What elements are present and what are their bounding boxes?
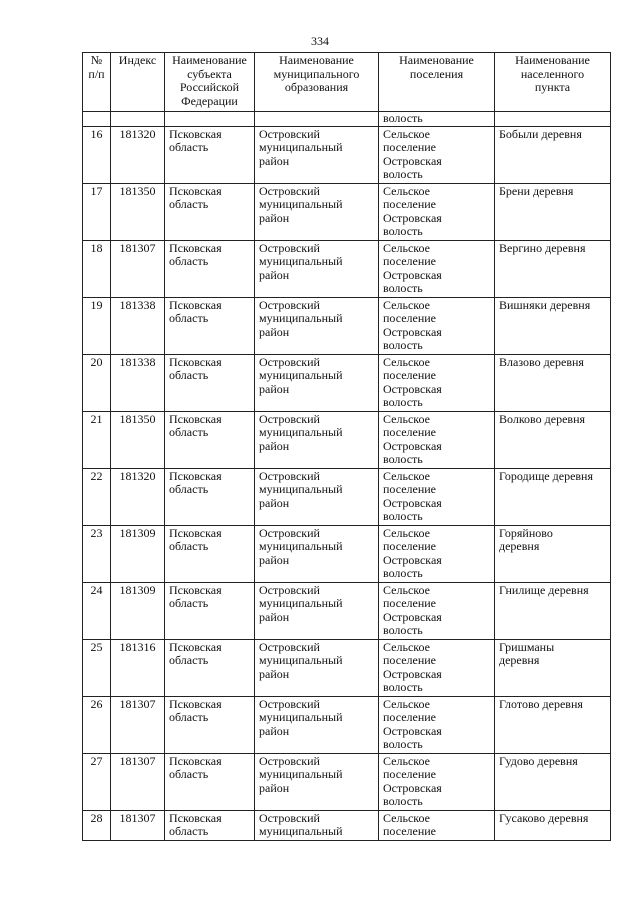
table-row [83, 354, 611, 411]
cell-number: 26 [83, 696, 111, 753]
table-cell [165, 112, 255, 127]
cell-subject: Псковская область [165, 354, 255, 411]
cell-settlement: Сельское поселение Островская волость [379, 525, 495, 582]
cell-subject: Псковская область [165, 297, 255, 354]
cell-subject: Псковская область [165, 810, 255, 840]
cell-municipality: Островский муниципальный район [255, 525, 379, 582]
table-row [83, 810, 611, 840]
cell-municipality: Островский муниципальный [255, 810, 379, 840]
cell-subject: Псковская область [165, 582, 255, 639]
cell-index: 181350 [111, 411, 165, 468]
table-row [83, 468, 611, 525]
cell-index: 181320 [111, 468, 165, 525]
table-cell [111, 112, 165, 127]
cell-locality: Гудово деревня [495, 753, 611, 810]
table-cell [255, 112, 379, 127]
cell-locality: Гусаково деревня [495, 810, 611, 840]
cell-settlement: Сельское поселение [379, 810, 495, 840]
table-cell: волость [379, 112, 495, 127]
cell-settlement: Сельское поселение Островская волость [379, 411, 495, 468]
header-number: № п/п [83, 53, 111, 112]
cell-subject: Псковская область [165, 639, 255, 696]
cell-number: 25 [83, 639, 111, 696]
cell-settlement: Сельское поселение Островская волость [379, 126, 495, 183]
cell-index: 181307 [111, 810, 165, 840]
header-settlement: Наименование поселения [379, 53, 495, 112]
cell-subject: Псковская область [165, 696, 255, 753]
table-row [83, 525, 611, 582]
cell-settlement: Сельское поселение Островская волость [379, 240, 495, 297]
cell-number: 21 [83, 411, 111, 468]
table-cell [83, 112, 111, 127]
cell-subject: Псковская область [165, 411, 255, 468]
table-row [83, 753, 611, 810]
cell-subject: Псковская область [165, 753, 255, 810]
cell-municipality: Островский муниципальный район [255, 297, 379, 354]
cell-index: 181350 [111, 183, 165, 240]
cell-municipality: Островский муниципальный район [255, 696, 379, 753]
table-cell [495, 112, 611, 127]
cell-number: 22 [83, 468, 111, 525]
cell-municipality: Островский муниципальный район [255, 240, 379, 297]
continuation-row [83, 112, 611, 127]
table-row [83, 297, 611, 354]
cell-locality: Горяйново деревня [495, 525, 611, 582]
cell-settlement: Сельское поселение Островская волость [379, 468, 495, 525]
cell-number: 20 [83, 354, 111, 411]
cell-municipality: Островский муниципальный район [255, 639, 379, 696]
cell-municipality: Островский муниципальный район [255, 354, 379, 411]
cell-index: 181309 [111, 582, 165, 639]
cell-index: 181338 [111, 297, 165, 354]
cell-number: 18 [83, 240, 111, 297]
cell-settlement: Сельское поселение Островская волость [379, 354, 495, 411]
cell-settlement: Сельское поселение Островская волость [379, 753, 495, 810]
cell-number: 16 [83, 126, 111, 183]
cell-number: 27 [83, 753, 111, 810]
header-index: Индекс [111, 53, 165, 112]
settlements-table [82, 52, 611, 841]
cell-number: 24 [83, 582, 111, 639]
cell-index: 181307 [111, 240, 165, 297]
cell-municipality: Островский муниципальный район [255, 468, 379, 525]
cell-locality: Городище деревня [495, 468, 611, 525]
page-number: 334 [311, 34, 329, 48]
cell-subject: Псковская область [165, 183, 255, 240]
header-municipality: Наименование муниципального образования [255, 53, 379, 112]
cell-number: 19 [83, 297, 111, 354]
cell-subject: Псковская область [165, 468, 255, 525]
cell-locality: Влазово деревня [495, 354, 611, 411]
cell-settlement: Сельское поселение Островская волость [379, 297, 495, 354]
cell-index: 181307 [111, 753, 165, 810]
table-header-row [83, 53, 611, 112]
cell-locality: Брени деревня [495, 183, 611, 240]
cell-settlement: Сельское поселение Островская волость [379, 582, 495, 639]
cell-number: 17 [83, 183, 111, 240]
cell-index: 181316 [111, 639, 165, 696]
cell-municipality: Островский муниципальный район [255, 582, 379, 639]
table-row [83, 183, 611, 240]
cell-locality: Гнилище деревня [495, 582, 611, 639]
cell-settlement: Сельское поселение Островская волость [379, 183, 495, 240]
cell-settlement: Сельское поселение Островская волость [379, 639, 495, 696]
table-row [83, 411, 611, 468]
cell-municipality: Островский муниципальный район [255, 753, 379, 810]
cell-index: 181307 [111, 696, 165, 753]
table-row [83, 126, 611, 183]
cell-index: 181320 [111, 126, 165, 183]
table-body [83, 112, 611, 841]
cell-locality: Вергино деревня [495, 240, 611, 297]
cell-number: 23 [83, 525, 111, 582]
cell-subject: Псковская область [165, 240, 255, 297]
table-row [83, 639, 611, 696]
cell-municipality: Островский муниципальный район [255, 183, 379, 240]
cell-municipality: Островский муниципальный район [255, 126, 379, 183]
cell-municipality: Островский муниципальный район [255, 411, 379, 468]
cell-locality: Вишняки деревня [495, 297, 611, 354]
cell-locality: Волково деревня [495, 411, 611, 468]
cell-locality: Бобыли деревня [495, 126, 611, 183]
cell-number: 28 [83, 810, 111, 840]
header-locality: Наименование населенного пункта [495, 53, 611, 112]
cell-index: 181309 [111, 525, 165, 582]
table-row [83, 696, 611, 753]
cell-index: 181338 [111, 354, 165, 411]
cell-locality: Глотово деревня [495, 696, 611, 753]
cell-settlement: Сельское поселение Островская волость [379, 696, 495, 753]
cell-locality: Гришманы деревня [495, 639, 611, 696]
table-row [83, 240, 611, 297]
table-row [83, 582, 611, 639]
cell-subject: Псковская область [165, 126, 255, 183]
header-subject: Наименование субъекта Российской Федерации [165, 53, 255, 112]
cell-subject: Псковская область [165, 525, 255, 582]
